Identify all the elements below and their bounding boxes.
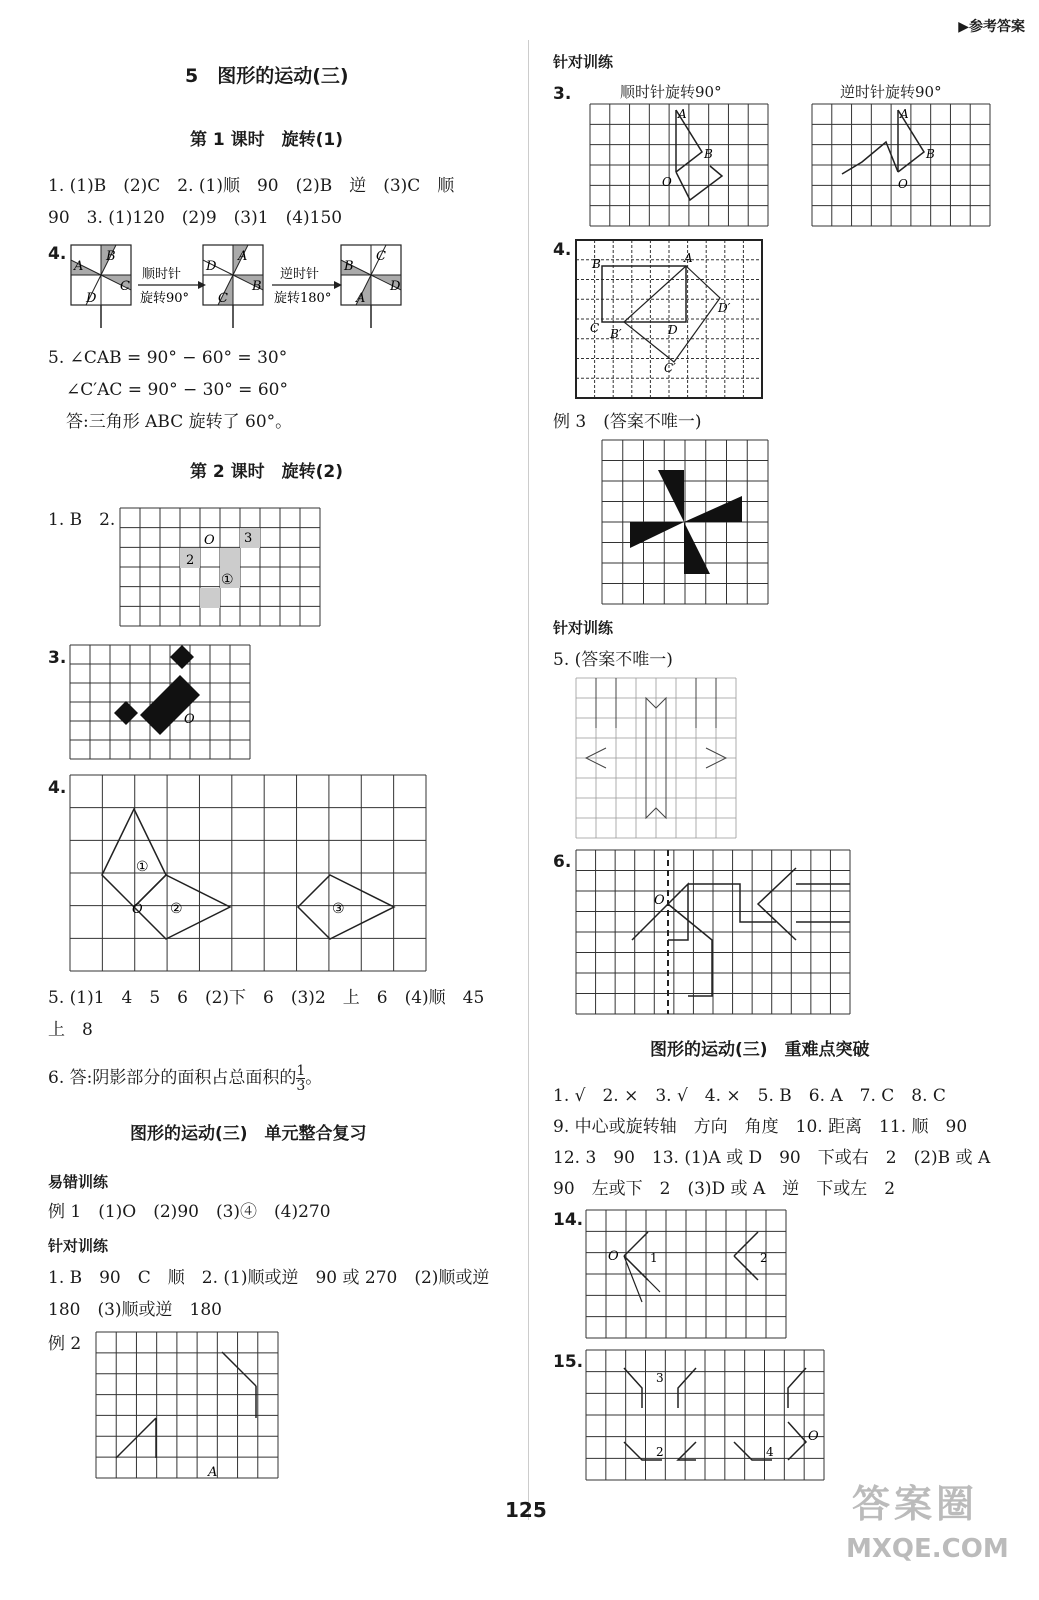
grid-figure — [812, 104, 992, 228]
point-label: D′ — [718, 301, 731, 315]
grid-figure — [70, 775, 428, 973]
shape-label: ② — [170, 901, 183, 917]
arrow-label: 逆时针 — [280, 267, 320, 282]
point-label: B′ — [610, 327, 622, 341]
answer-line — [48, 1064, 322, 1093]
chapter-title: 5 图形的运动(三) — [185, 65, 349, 87]
shape-label: 2 — [760, 1251, 768, 1265]
answer-line: 答:三角形 ABC 旋转了 60°。 — [66, 412, 293, 432]
question-number: 4. — [48, 244, 67, 264]
answer-line: 5. ∠CAB = 90° − 60° = 30° — [48, 348, 288, 368]
answer-line: 例 3 (答案不唯一) — [553, 412, 702, 432]
point-label: A — [678, 107, 687, 121]
question-number: 3. — [48, 648, 67, 668]
answer-line: 12. 3 90 13. (1)A 或 D 90 下或右 2 (2)B 或 A — [553, 1148, 991, 1168]
watermark-logo: 答案圈 — [852, 1482, 979, 1526]
grid-figure — [586, 1210, 788, 1340]
arrow-label: 旋转180° — [274, 291, 332, 306]
subsection-title: 易错训练 — [48, 1173, 109, 1191]
question-number: 15. — [553, 1352, 584, 1372]
subsection-title: 针对训练 — [553, 619, 614, 637]
shape-label: 2 — [186, 553, 195, 568]
answer-line: 例 2 — [48, 1334, 82, 1354]
point-label: O — [808, 1429, 819, 1444]
answer-line: ∠C′AC = 90° − 30° = 60° — [66, 380, 288, 400]
point-label: O — [654, 893, 665, 908]
point-label: A — [238, 249, 248, 264]
shape-label: ① — [136, 859, 149, 875]
point-label: D — [86, 291, 97, 306]
arrow-label: 顺时针 — [142, 267, 182, 282]
rotation-arrow-1 — [138, 266, 206, 306]
point-label: B — [592, 257, 601, 271]
shape-label: ③ — [332, 901, 345, 917]
shape-label: 1 — [650, 1251, 658, 1265]
point-label: B — [344, 259, 354, 274]
figure-caption: 顺时针旋转90° — [620, 83, 722, 101]
answer-line: 5. (1)1 4 5 6 (2)下 6 (3)2 上 6 (4)顺 45 — [48, 988, 485, 1008]
answer-line: 1. (1)B (2)C 2. (1)顺 90 (2)B 逆 (3)C 顺 — [48, 176, 455, 196]
review-title: 图形的运动(三) 单元整合复习 — [130, 1124, 367, 1144]
point-label: B — [926, 147, 935, 161]
arrow-label: 旋转90° — [140, 291, 190, 306]
page-header: ▶参考答案 — [958, 19, 1025, 35]
point-label: D — [668, 323, 678, 337]
answer-line: 9. 中心或旋转轴 方向 角度 10. 距离 11. 顺 90 — [553, 1117, 968, 1137]
grid-figure — [96, 1332, 280, 1480]
answer-line: 例 1 (1)O (2)90 (3)④ (4)270 — [48, 1202, 331, 1222]
figure-caption: 逆时针旋转90° — [840, 83, 942, 101]
subsection-title: 针对训练 — [48, 1237, 109, 1255]
watermark-url: MXQE.COM — [846, 1534, 1009, 1564]
point-label: D — [206, 259, 217, 274]
point-label: A — [900, 107, 909, 121]
answer-line: 90 3. (1)120 (2)9 (3)1 (4)150 — [48, 208, 343, 228]
subsection-title: 针对训练 — [553, 53, 614, 71]
point-label: C — [120, 279, 130, 294]
point-label: C′ — [664, 361, 676, 375]
answer-line: 上 8 — [48, 1020, 93, 1040]
answer-line: 180 (3)顺或逆 180 — [48, 1300, 222, 1320]
rotation-arrow-2 — [272, 266, 342, 306]
grid-figure — [590, 104, 770, 228]
grid-figure — [576, 850, 852, 1016]
grid-figure — [576, 240, 764, 400]
shape-label: 4 — [766, 1445, 774, 1459]
question-number: 4. — [48, 778, 67, 798]
shape-label: 2 — [656, 1445, 664, 1459]
answer-line: 5. (答案不唯一) — [553, 650, 673, 670]
point-label: A — [74, 259, 84, 274]
column-divider — [528, 40, 529, 1520]
answer-line: 1. B 90 C 顺 2. (1)顺或逆 90 或 270 (2)顺或逆 — [48, 1268, 490, 1288]
fraction-numerator: 1 — [296, 1063, 306, 1079]
question-number: 3. — [553, 84, 572, 104]
shape-label: 3 — [656, 1371, 664, 1385]
point-label: B — [106, 249, 116, 264]
breakthrough-title: 图形的运动(三) 重难点突破 — [650, 1040, 870, 1060]
answer-text: 。 — [305, 1068, 323, 1088]
question-number: 14. — [553, 1210, 584, 1230]
pinwheel-2 — [203, 245, 263, 328]
pinwheel-figures — [66, 240, 416, 332]
answer-line: 90 左或下 2 (3)D 或 A 逆 下或左 2 — [553, 1179, 896, 1199]
lesson1-title: 第 1 课时 旋转(1) — [190, 130, 344, 150]
pinwheel-1 — [71, 245, 131, 328]
fraction — [296, 1064, 305, 1093]
point-label: D — [390, 279, 401, 294]
shape-label: ① — [221, 572, 234, 588]
point-label: C — [376, 249, 386, 264]
question-number: 6. — [553, 852, 572, 872]
point-label: O — [662, 175, 672, 189]
page-number: 125 — [505, 1498, 547, 1522]
lesson2-title: 第 2 课时 旋转(2) — [190, 462, 344, 482]
pinwheel-3 — [341, 245, 401, 328]
point-label: A — [684, 251, 693, 265]
answer-line: 1. √ 2. × 3. √ 4. × 5. B 6. A 7. C 8. C — [553, 1086, 946, 1106]
question-number: 4. — [553, 240, 572, 260]
point-label: O — [184, 712, 195, 727]
point-label: O — [898, 177, 908, 191]
answer-line: 1. B 2. — [48, 510, 116, 530]
grid-figure — [576, 678, 738, 840]
point-label: O — [204, 533, 215, 548]
point-label: O — [608, 1249, 619, 1264]
point-label: C — [218, 291, 228, 306]
fraction-denominator: 3 — [296, 1078, 306, 1094]
grid-figure — [586, 1350, 826, 1482]
point-label: C — [590, 321, 600, 335]
shape-label: 3 — [244, 531, 253, 546]
point-label: A — [356, 291, 366, 306]
point-label: A — [208, 1465, 218, 1480]
point-label: B — [252, 279, 262, 294]
grid-figure — [120, 508, 322, 628]
point-label: O — [132, 902, 143, 917]
point-label: B — [704, 147, 713, 161]
answer-text: 6. 答:阴影部分的面积占总面积的 — [48, 1068, 297, 1088]
grid-figure — [70, 645, 252, 760]
grid-figure — [602, 440, 770, 606]
